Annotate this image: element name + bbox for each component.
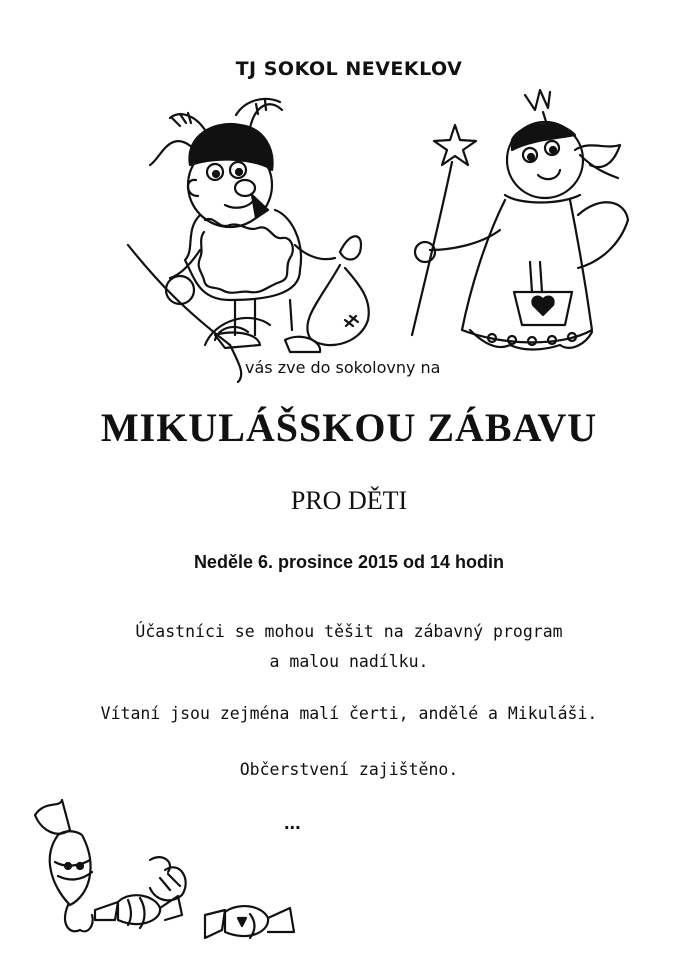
body-line-program: Účastníci se mohou těšit na zábavný program [135,622,563,641]
body-line-welcome: Vítaní jsou zejména malí čerti, andělé a Mikuláši. [100,704,598,723]
ellipsis: ... [284,812,301,834]
event-title: MIKULÁŠSKOU ZÁBAVU [100,405,598,450]
event-date: Neděle 6. prosince 2015 od 14 hodin [193,552,505,572]
event-subtitle: PRO DĚTI [290,486,408,515]
invitation-intro: vás zve do sokolovny na [245,358,441,377]
body-line-gifts: a malou nadílku. [269,652,429,671]
body-line-refreshments: Občerstvení zajištěno. [239,760,459,779]
organization-name: TJ SOKOL NEVEKLOV [235,58,463,80]
